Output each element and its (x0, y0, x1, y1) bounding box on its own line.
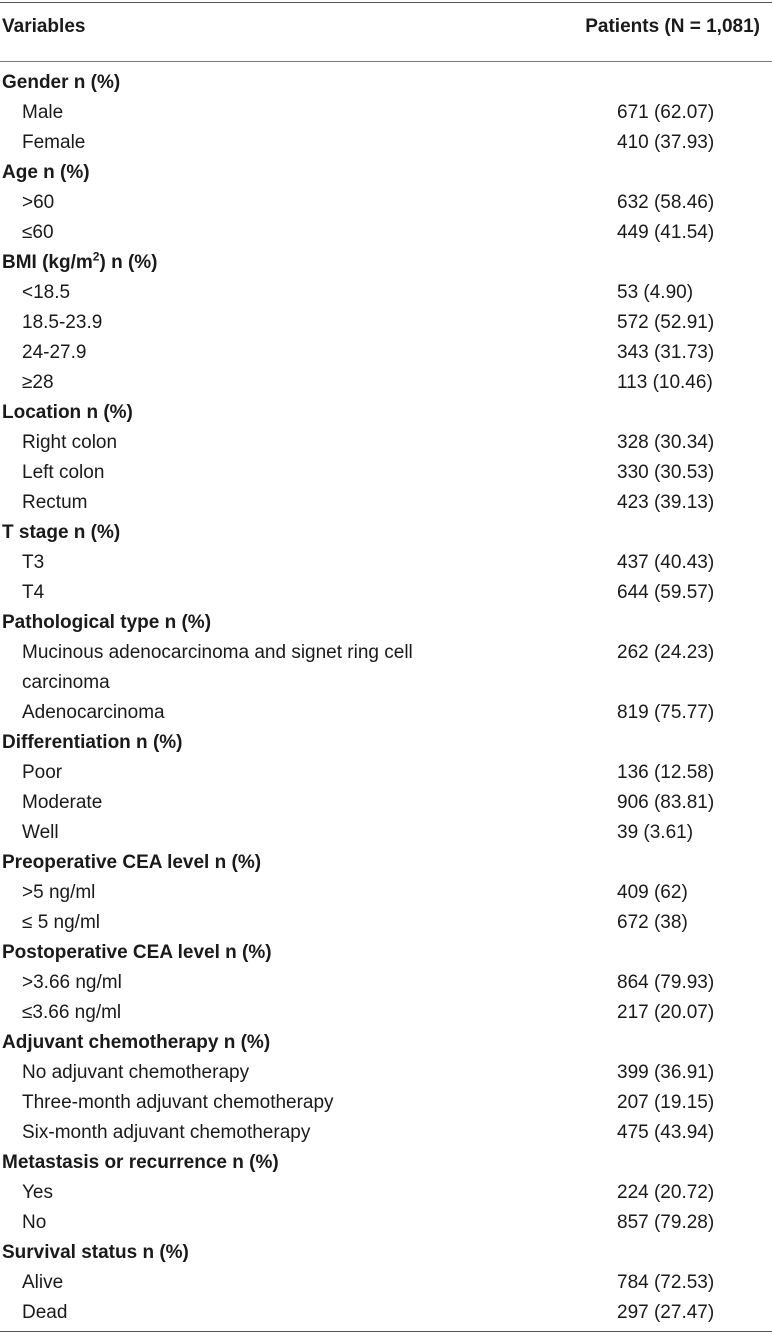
table-row (0, 968, 772, 998)
patient-count: 409 (62) (617, 882, 688, 903)
category-label: BMI $(kg/m^2)$ n (%) (2, 249, 158, 273)
table-row (0, 818, 772, 848)
category-row (0, 398, 772, 428)
category-row (0, 248, 772, 278)
patient-count: 906 (83.81) (617, 792, 715, 813)
patient-count: 423 (39.13) (617, 492, 715, 513)
category-label: Survival status n (%) (2, 1242, 189, 1263)
category-label: T stage n (%) (2, 522, 121, 543)
category-label: Age n (%) (2, 162, 90, 183)
variable-label: <18.5 (22, 282, 71, 303)
patient-count: 819 (75.77) (617, 702, 715, 723)
patient-count: 857 (79.28) (617, 1212, 715, 1233)
table-row (0, 1118, 772, 1148)
variable-label: Well (22, 822, 59, 843)
variable-label: Yes (22, 1182, 53, 1203)
variable-label: No adjuvant chemotherapy (22, 1062, 250, 1083)
patient-count: 671 (62.07) (617, 102, 715, 123)
table-row (0, 788, 772, 818)
table-row (0, 1178, 772, 1208)
table-row (0, 218, 772, 248)
patient-count: 449 (41.54) (617, 222, 715, 243)
table-row (0, 308, 772, 338)
table-row (0, 278, 772, 308)
table-row (0, 458, 772, 488)
table-bottom-rule (0, 1331, 772, 1332)
table-row (0, 908, 772, 938)
table-header (0, 0, 772, 60)
patient-count: 399 (36.91) (617, 1062, 715, 1083)
header-variables: Variables (2, 16, 86, 37)
table-row (0, 1088, 772, 1118)
variable-label: >60 (22, 192, 55, 213)
category-row (0, 608, 772, 638)
variable-label: ≥28 (22, 372, 54, 393)
category-row (0, 1148, 772, 1178)
variable-label: ≤60 (22, 222, 54, 243)
category-label: Differentiation n (%) (2, 732, 183, 753)
category-label: Pathological type n (%) (2, 612, 212, 633)
category-row (0, 518, 772, 548)
variable-label: ≤ 5 ng/ml (22, 912, 101, 933)
category-label: Adjuvant chemotherapy n (%) (2, 1032, 271, 1053)
table-row (0, 338, 772, 368)
table-row (0, 1268, 772, 1298)
variable-label: Poor (22, 762, 63, 783)
variable-label: Right colon (22, 432, 118, 453)
patient-count: 39 (3.61) (617, 822, 694, 843)
table-row (0, 368, 772, 398)
table-row (0, 998, 772, 1028)
table-row (0, 758, 772, 788)
variable-label: Rectum (22, 492, 88, 513)
category-row (0, 68, 772, 98)
patient-count: 632 (58.46) (617, 192, 715, 213)
table-row (0, 428, 772, 458)
variable-label: Left colon (22, 462, 105, 483)
category-row (0, 1028, 772, 1058)
variable-label: 24-27.9 (22, 342, 87, 363)
variable-label: T4 (22, 582, 45, 603)
variable-label: Female (22, 132, 86, 153)
table-row (0, 488, 772, 518)
patient-count: 437 (40.43) (617, 552, 715, 573)
patient-count: 784 (72.53) (617, 1272, 715, 1293)
patient-count: 672 (38) (617, 912, 688, 933)
table-body (0, 68, 772, 1328)
patient-count: 644 (59.57) (617, 582, 715, 603)
patient-count: 53 (4.90) (617, 282, 694, 303)
table-row (0, 698, 772, 728)
category-row (0, 848, 772, 878)
table-row (0, 188, 772, 218)
variable-label: Three-month adjuvant chemotherapy (22, 1092, 334, 1113)
table-header-rule (0, 61, 772, 62)
category-label: Metastasis or recurrence n (%) (2, 1152, 279, 1173)
category-row (0, 1238, 772, 1268)
table-row (0, 878, 772, 908)
patient-count: 864 (79.93) (617, 972, 715, 993)
table-row (0, 1208, 772, 1238)
table-row (0, 98, 772, 128)
patient-count: 572 (52.91) (617, 312, 715, 333)
patient-count: 343 (31.73) (617, 342, 715, 363)
variable-label: >3.66 ng/ml (22, 972, 122, 993)
category-label: Location n (%) (2, 402, 133, 423)
patient-count: 113 (10.46) (617, 372, 713, 393)
table-row (0, 1298, 772, 1328)
table-row (0, 548, 772, 578)
category-row (0, 158, 772, 188)
variable-label: ≤3.66 ng/ml (22, 1002, 122, 1023)
category-row (0, 728, 772, 758)
patient-count: 207 (19.15) (617, 1092, 715, 1113)
table-row (0, 578, 772, 608)
variable-label: 18.5-23.9 (22, 312, 103, 333)
category-label: Postoperative CEA level n (%) (2, 942, 272, 963)
variable-label: Moderate (22, 792, 103, 813)
patient-count: 136 (12.58) (617, 762, 715, 783)
variable-label: >5 ng/ml (22, 882, 96, 903)
header-patients: Patients (N = 1,081) (585, 16, 760, 37)
patient-count: 262 (24.23) (617, 642, 715, 663)
table-row (0, 1058, 772, 1088)
patient-count: 475 (43.94) (617, 1122, 715, 1143)
variable-label: T3 (22, 552, 45, 573)
table-row (0, 638, 772, 698)
variable-label: Dead (22, 1302, 68, 1323)
category-label: Preoperative CEA level n (%) (2, 852, 262, 873)
category-label: Gender n (%) (2, 72, 121, 93)
patient-count: 328 (30.34) (617, 432, 715, 453)
variable-label: No (22, 1212, 47, 1233)
variable-label: Alive (22, 1272, 64, 1293)
category-row (0, 938, 772, 968)
patient-count: 330 (30.53) (617, 462, 715, 483)
variable-label: Mucinous adenocarcinoma and signet ring cell carcinoma (22, 642, 413, 693)
variable-label: Adenocarcinoma (22, 702, 165, 723)
patient-count: 217 (20.07) (617, 1002, 715, 1023)
patient-count: 297 (27.47) (617, 1302, 715, 1323)
variable-label: Six-month adjuvant chemotherapy (22, 1122, 311, 1143)
patient-count: 410 (37.93) (617, 132, 715, 153)
table-row (0, 128, 772, 158)
variable-label: Male (22, 102, 64, 123)
patient-count: 224 (20.72) (617, 1182, 715, 1203)
